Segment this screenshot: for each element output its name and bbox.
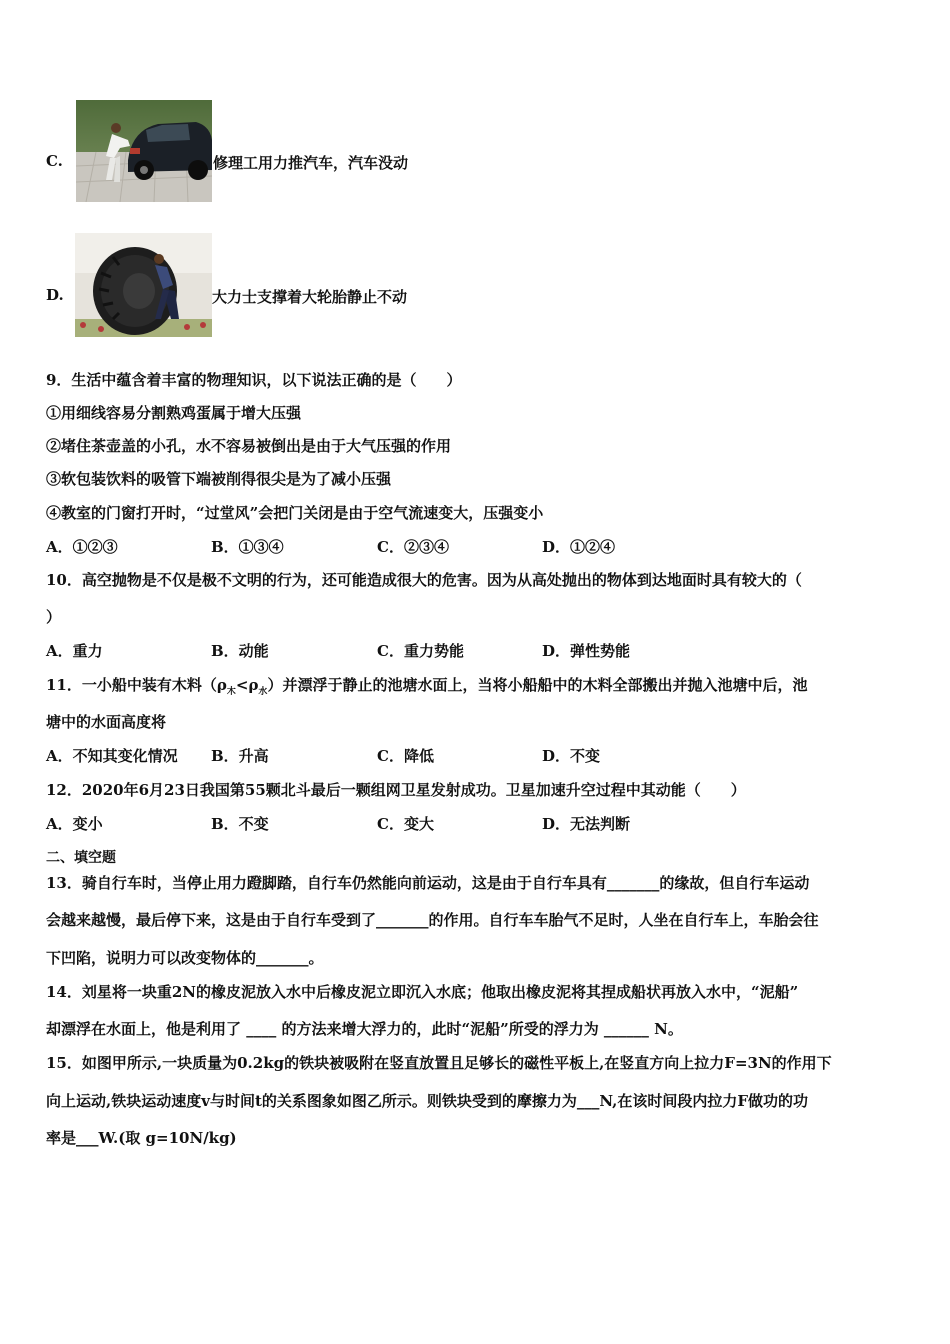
q11-options (46, 746, 906, 766)
q10-stem-line1: 10．高空抛物是不仅是极不文明的行为，还可能造成很大的危害。因为从高处抛出的物体到达地面时具有较大的（ (46, 571, 802, 589)
option-c-caption: 修理工用力推汽车，汽车没动 (213, 154, 409, 172)
q11-stem-c: ）并漂浮于静止的池塘水面上，当将小船船中的木料全部搬出并抛入池塘中后，池 (267, 676, 808, 694)
option-c-letter: C. (46, 152, 63, 170)
q9-option-c[interactable]: C．②③④ (377, 538, 449, 556)
q9-statement-2: ②堵住茶壶盖的小孔，水不容易被倒出是由于大气压强的作用 (46, 437, 452, 455)
q11-stem-b: <ρ (235, 676, 259, 694)
option-d-letter: D. (46, 286, 64, 304)
q11-option-d[interactable]: D．不变 (542, 747, 601, 765)
q13-line2: 会越来越慢，最后停下来，这是由于自行车受到了_______的作用。自行车车胎气不足时，人坐在自行车上，车胎会往 (46, 911, 819, 929)
q12-option-a[interactable]: A．变小 (46, 815, 103, 833)
q11-stem-line1 (46, 675, 807, 702)
q15-line1: 15．如图甲所示,一块质量为0.2kg的铁块被吸附在竖直放置且足够长的磁性平板上,在竖直方向上拉力F=3N的作用下 (46, 1054, 832, 1072)
photo-strongman-tire (75, 233, 212, 337)
q10-option-d[interactable]: D．弹性势能 (542, 642, 631, 660)
q11-stem-line2: 塘中的水面高度将 (46, 713, 167, 731)
q13-line3: 下凹陷，说明力可以改变物体的_______。 (46, 949, 324, 967)
q14-line2: 却漂浮在水面上，他是利用了 ____ 的方法来增大浮力的，此时“泥船”所受的浮力为 ______ N。 (46, 1020, 683, 1038)
q9-option-b[interactable]: B．①③④ (211, 538, 284, 556)
q12-option-b[interactable]: B．不变 (211, 815, 269, 833)
option-d-row (46, 233, 906, 339)
q11-option-b[interactable]: B．升高 (211, 747, 269, 765)
q12-option-c[interactable]: C．变大 (377, 815, 434, 833)
q10-option-c[interactable]: C．重力势能 (377, 642, 464, 660)
q10-option-b[interactable]: B．动能 (211, 642, 269, 660)
q9-statement-4: ④教室的门窗打开时，“过堂风”会把门关闭是由于空气流速变大，压强变小 (46, 504, 544, 522)
q11-option-a[interactable]: A．不知其变化情况 (46, 747, 178, 765)
q10-option-a[interactable]: A．重力 (46, 642, 103, 660)
q12-stem: 12．2020年6月23日我国第55颗北斗最后一颗组网卫星发射成功。卫星加速升空过程中其动能（ ） (46, 781, 746, 799)
q14-line1: 14．刘星将一块重2N的橡皮泥放入水中后橡皮泥立即沉入水底；他取出橡皮泥将其捏成船状再放入水中，“泥船” (46, 983, 799, 1001)
q15-line3: 率是___W.(取 g=10N/kg) (46, 1129, 237, 1147)
q9-statement-3: ③软包装饮料的吸管下端被削得很尖是为了减小压强 (46, 470, 392, 488)
q15-line2: 向上运动,铁块运动速度v与时间t的关系图象如图乙所示。则铁块受到的摩擦力为___N,在该时间段内拉力F做功的功 (46, 1092, 808, 1110)
q12-option-d[interactable]: D．无法判断 (542, 815, 631, 833)
q9-options (46, 537, 906, 557)
q13-line1: 13．骑自行车时，当停止用力蹬脚踏，自行车仍然能向前运动，这是由于自行车具有_______的缘故，但自行车运动 (46, 874, 810, 892)
q11-sub-water: 水 (258, 687, 268, 697)
q11-stem-a: 11．一小船中装有木料（ρ (46, 676, 227, 694)
q11-option-c[interactable]: C．降低 (377, 747, 434, 765)
q9-stem: 9．生活中蕴含着丰富的物理知识，以下说法正确的是（ ） (46, 371, 462, 389)
option-d-caption: 大力士支撑着大轮胎静止不动 (212, 288, 408, 306)
q10-stem-line2: ） (46, 608, 62, 626)
q9-statement-1: ①用细线容易分割熟鸡蛋属于增大压强 (46, 404, 302, 422)
q11-sub-wood: 木 (226, 687, 236, 697)
q9-option-a[interactable]: A．①②③ (46, 538, 118, 556)
q12-options (46, 814, 906, 834)
q10-options (46, 641, 906, 661)
section-title-fill-in: 二、填空题 (46, 850, 116, 866)
option-c-row (46, 100, 906, 204)
photo-mechanic-pushing-car (76, 100, 212, 202)
q9-option-d[interactable]: D．①②④ (542, 538, 616, 556)
